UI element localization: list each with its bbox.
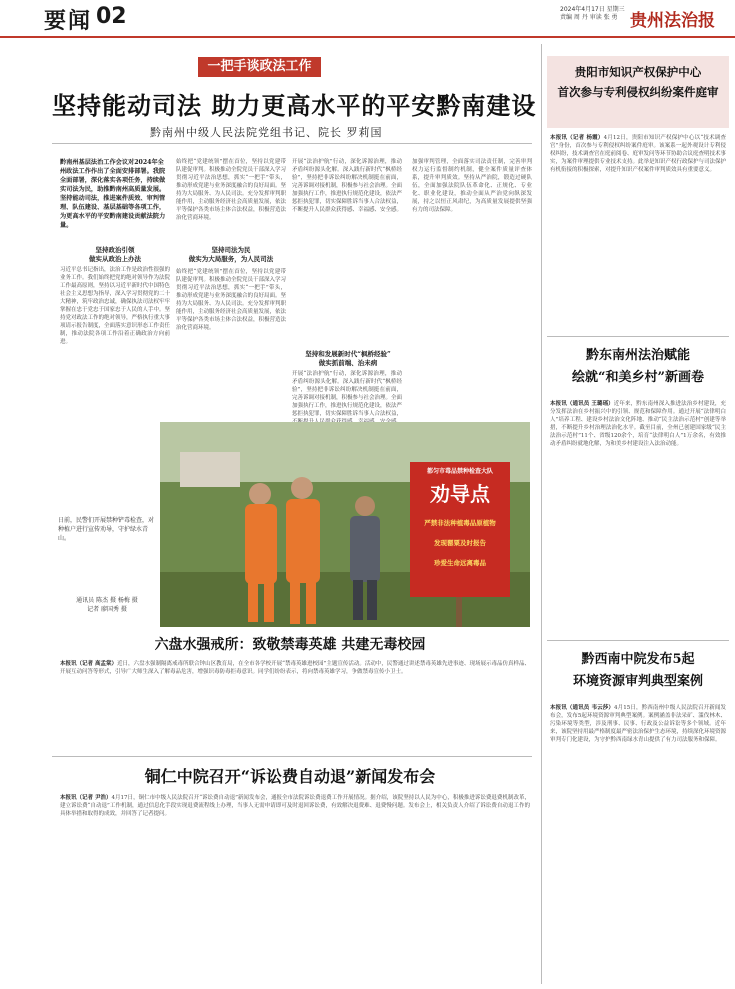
lead-author: 黔南州中级人民法院党组书记、院长 罗莉国 bbox=[150, 126, 383, 139]
story-court-body bbox=[60, 794, 530, 980]
news-photo[interactable] bbox=[160, 422, 530, 627]
story-drug-body bbox=[60, 660, 530, 752]
section-name: 要闻 bbox=[44, 9, 93, 34]
photo-building bbox=[180, 452, 240, 487]
right3-body bbox=[550, 704, 726, 980]
divider-drug-court bbox=[52, 756, 532, 757]
right2-text: 近年来，黔东南州深入推进法治乡村建设，充分发挥法治在乡村振兴中的引领、规范和保障作用。通过开展“法律明白人”培养工程、建设乡村法治文化阵地、推动“民主法治示范村”创建等举措，不断提升乡村治理法治化水平。截至目前，全州已创建国家级“民主法治示范村”11个、省级120余个，培育“法律明白人”1万余名，有效推动矛盾纠纷就地化解，为和美乡村建设注入法治动能。 bbox=[550, 401, 726, 447]
lead-subhead-1: 坚持政治引领 做实从政治上办法 bbox=[89, 246, 141, 263]
lead-subhead-2: 坚持司法为民 做实为大局服务，为人民司法 bbox=[188, 246, 274, 263]
lead-column-2: 始终把“党建统领”摆在首位，坚持以党建带队建促审判。积极推动全院党员干部深入学习贯彻习近平法治思想，抓实“一把手”带头，推动形成党建与业务深度融合的良好局面。坚持为大局服务、为人民司法。充分发挥审判职能作用，主动服务经济社会高质量发展，依法平等保护各类市场主体合法权益，积极营造法治化营商环境。 bbox=[176, 159, 287, 221]
page-number: 02 bbox=[96, 4, 127, 29]
right1-body bbox=[550, 134, 726, 332]
right2-title-line2[interactable]: 绘就“和美乡村”新画卷 bbox=[572, 370, 704, 385]
lead-column-3: 开展“法治护航”行动，深化诉源治理，推动矛盾纠纷源头化解。深入践行新时代“枫桥经验”，坚持把非诉讼纠纷解决机制挺在前面，完善诉调对接机制，积极参与社会治理。全面加强执行工作，推进执行规范化建设，依法严惩拒执犯罪，切实保障胜诉当事人合法权益，不断提升人民群众获得感、幸福感、安全感。 bbox=[292, 159, 403, 213]
lead-column-4: 加强审判管理，全面落实司法责任制，完善审判权力运行监督制约机制，健全案件质量评查体系，提升审判质效。坚持从严治院，锻造过硬队伍，全面加强法院队伍革命化、正规化、专业化、职业化建设，推动全面从严治党向纵深发展，持之以恒正风肃纪，为高质量发展提供坚强有力的司法保障。 bbox=[412, 159, 532, 213]
story-court-title[interactable]: 铜仁中院召开“诉讼费自动退”新闻发布会 bbox=[144, 767, 436, 786]
sign-line-1: 严禁非法种植毒品原植物 bbox=[424, 519, 496, 527]
lead-subhead-3: 坚持和发展新时代“枫桥经验” 做实抓前端、治未病 bbox=[305, 350, 391, 367]
right3-byline: 本报讯（通讯员 韦云莎） bbox=[550, 705, 614, 711]
column-divider bbox=[541, 44, 542, 984]
story-drug-byline: 本报讯（记者 高孟棠） bbox=[60, 661, 117, 667]
divider-right-2 bbox=[547, 640, 729, 641]
lead-column-1: 习近平总书记指出，法治工作是政治性很强的业务工作。我们始终把党的绝对领导作为法院工作最高原则，坚持以习近平新时代中国特色社会主义思想为指导，深入学习贯彻党的二十大精神，筑牢政治忠诚，确保执法司法权牢牢掌握在忠于党忠于国家忠于人民的人手中。坚持党对政法工作的绝对领导，严格执行重大事项请示报告制度，全面落实意识形态工作责任制，推动法院各项工作沿着正确政治方向前进。 bbox=[60, 267, 171, 345]
right3-title-line2[interactable]: 环境资源审判典型案例 bbox=[572, 674, 703, 689]
date-line: 2024年4月17日 星期三 bbox=[560, 6, 625, 13]
right2-body bbox=[550, 400, 726, 630]
right1-title-line2[interactable]: 首次参与专利侵权纠纷案件庭审 bbox=[557, 85, 719, 99]
story-drug-title[interactable]: 六盘水强戒所：致敬禁毒英雄 共建无毒校园 bbox=[154, 637, 426, 653]
right3-text: 4月15日，黔西南州中级人民法院召开新闻发布会，发布5起环境资源审判典型案例。案例涵盖非法采矿、滥伐林木、污染环境等类型，涉及刑事、民事、行政及公益诉讼等多个领域。近年来，该院坚持用最严格制度最严密法治保护生态环境，持续深化环境资源审判专门化建设，为守护黔西南绿水青山提供了有力司法服务和保障。 bbox=[550, 705, 727, 743]
story-court-text: 4月17日，铜仁市中级人民法院召开“诉讼费自动退”新闻发布会，通报全市法院诉讼费退费工作开展情况。据介绍，该院坚持以人民为中心，积极推进诉讼费退费机制改革，建立诉讼费“自动退”工作机制，通过信息化手段实现退费流程线上办理，当事人无需申请即可及时退回诉讼费，有效解决退费难、退费慢问题。发布会上，相关负责人介绍了诉讼费自动退工作的具体举措和取得的成效，并回答了记者提问。 bbox=[60, 795, 530, 817]
lead-title[interactable]: 坚持能动司法 助力更高水平的平安黔南建设 bbox=[52, 91, 537, 120]
right1-title-line1[interactable]: 贵阳市知识产权保护中心 bbox=[574, 65, 702, 79]
sign-line-3: 珍爱生命远离毒品 bbox=[434, 559, 486, 567]
story-court-byline: 本报讯（记者 尹浩） bbox=[60, 795, 112, 801]
right1-byline: 本报讯（记者 杨霞） bbox=[550, 135, 604, 141]
lead-divider bbox=[52, 143, 532, 144]
photo-credit: 通讯员 陈杰 摄 杨梅 摄 记者 廖国秀 摄 bbox=[76, 597, 138, 613]
story-drug-text: 近日，六盘水强制隔离戒毒所联合钟山区教育局，在全市各学校开展“禁毒英雄进校园”主题宣传活动。活动中，民警通过讲述禁毒英雄先进事迹、现场展示毒品仿真样品、开展互动问答等形式，引导广大师生深入了解毒品危害，增强识毒防毒拒毒意识。同学们纷纷表示，将向禁毒英雄学习，争做禁毒宣传小卫士。 bbox=[60, 661, 530, 675]
page-header bbox=[0, 0, 735, 38]
right2-byline: 本报讯（通讯员 王璐瑶） bbox=[550, 401, 614, 407]
editor-line: 责编 周 丹 审读 张 勇 bbox=[560, 14, 618, 21]
sign-header: 都匀市毒品禁种检查大队 bbox=[426, 468, 493, 475]
photo-caption: 日前，民警们开展禁种铲毒检查，对种植户进行宣传劝导，守护绿水青山。 bbox=[58, 517, 155, 542]
masthead-logo: 贵州法治报 bbox=[630, 11, 715, 31]
lead-column-3b: 开展“法治护航”行动，深化诉源治理，推动矛盾纠纷源头化解。深入践行新时代“枫桥经验”，坚持把非诉讼纠纷解决机制挺在前面，完善诉调对接机制，积极参与社会治理。全面加强执行工作，推进执行规范化建设，依法严惩拒执犯罪，切实保障胜诉当事人合法权益， bbox=[292, 371, 403, 417]
sign-title: 劝导点 bbox=[430, 482, 490, 506]
lead-kicker: 一把手谈政法工作 bbox=[198, 57, 321, 77]
right3-title-line1[interactable]: 黔西南中院发布5起 bbox=[581, 652, 695, 667]
lead-abstract: 黔南州基层法治工作会议对2024年全州政法工作作出了全面安排部署。我院全面部署，深化落实各项任务，持续做实司法为民，助推黔南州高质量发展。坚持能动司法，推进案件质效、审判管理、队伍建设、基层基础等各项工作，为更高水平的平安黔南建设贡献法院力量。 bbox=[60, 159, 166, 229]
divider-right-1 bbox=[547, 336, 729, 337]
sign-line-2: 发现罂粟及时报告 bbox=[434, 539, 486, 547]
date-block bbox=[560, 6, 625, 22]
right2-title-line1[interactable]: 黔东南州法治赋能 bbox=[585, 348, 690, 363]
lead-column-2b: 始终把“党建统领”摆在首位，坚持以党建带队建促审判。积极推动全院党员干部深入学习贯彻习近平法治思想，抓实“一把手”带头，推动形成党建与业务深度融合的良好局面。坚持为大局服务、为人民司法。充分发挥审判职能作用，主动服务经济社会高质量发展，依法平等保护各类市场主体合法权益，积极营造法治化营商环境。 bbox=[176, 269, 287, 331]
right1-text: 4月12日，贵阳市知识产权保护中心以“技术调查官”身份，首次参与专利侵权纠纷案件庭审。该案系一起外观设计专利侵权纠纷，技术调查官在庭前阅卷、庭审发问等环节协助合议庭查明技术事实，为案件审理提供专业技术支持。此举是知识产权行政保护与司法保护有机衔接的积极探索，对提升知识产权案件审判质效具有重要意义。 bbox=[550, 135, 727, 173]
